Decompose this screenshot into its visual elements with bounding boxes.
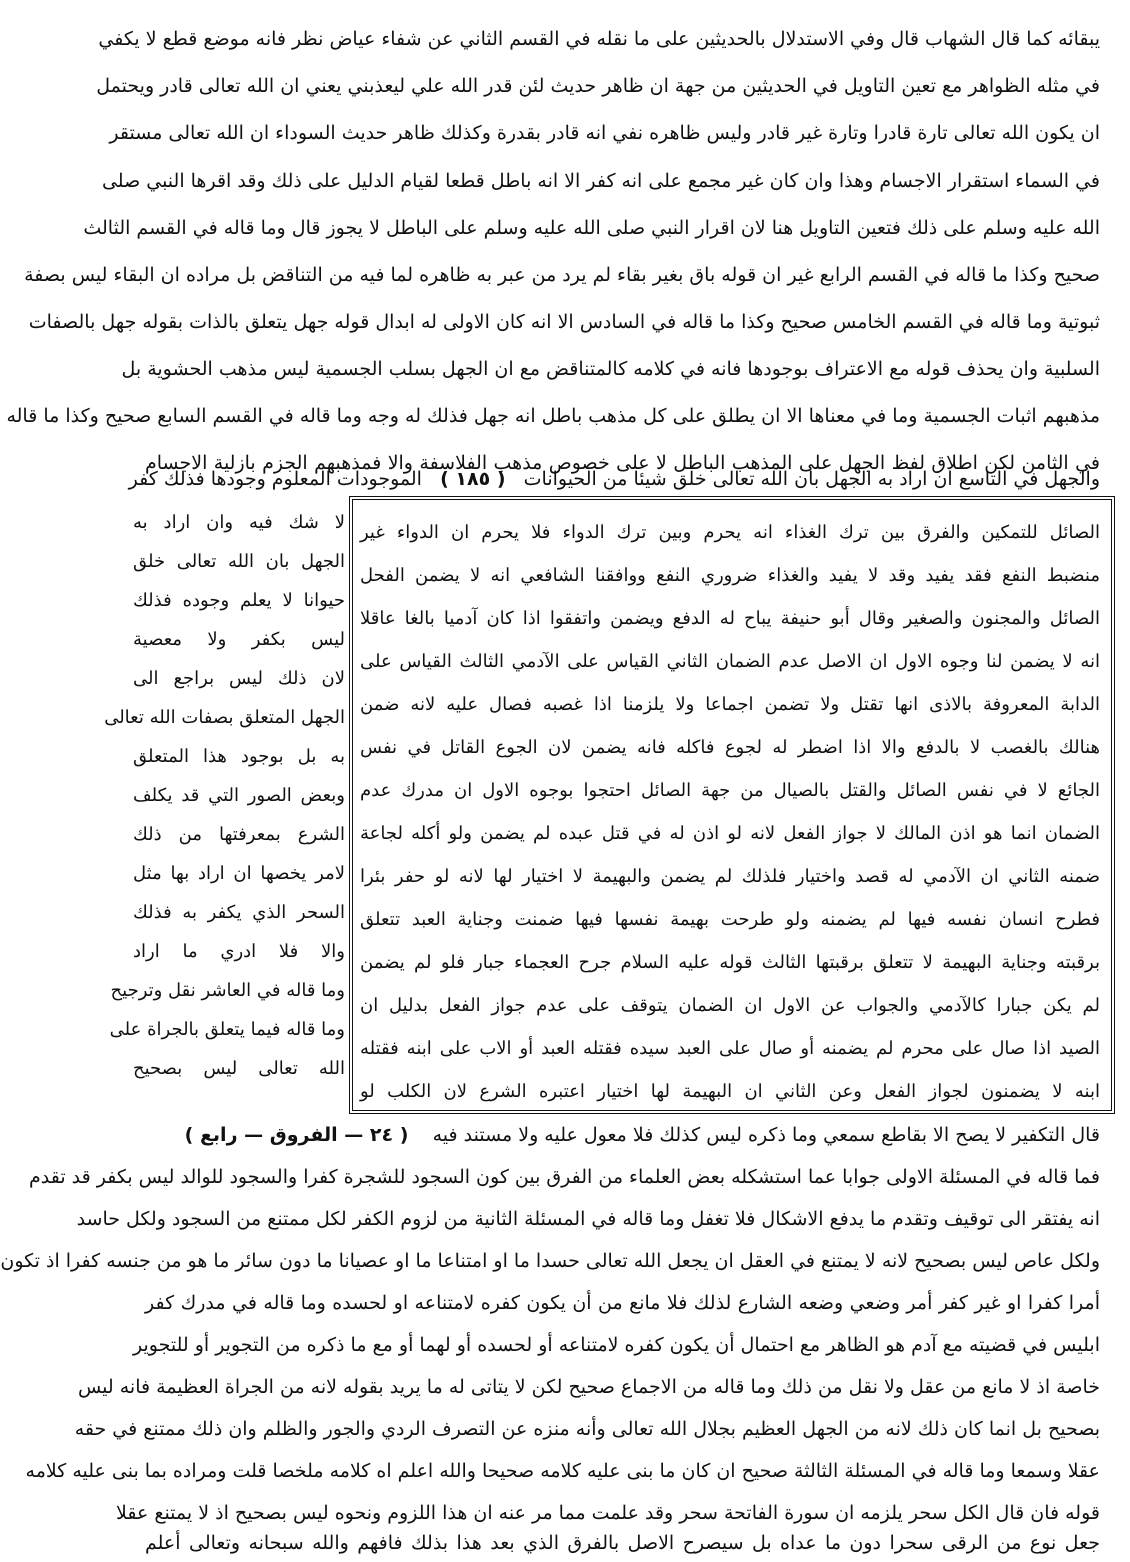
text-line: عقلا وسمعا وما قاله في المسئلة الثالثة صحيح ان كان ما بنى عليه كلامه صحيحا والله اعلم اه كلامه ملخصا قلت ومراده بما بنى عليه كلامه: [25, 1460, 1100, 1482]
text-line: بصحيح بل انما كان ذلك لانه من الجهل العظيم بجلال الله تعالى وأنه منزه عن التصرف الردي والجور والظلم وان ذلك ممتنع في حقه: [74, 1418, 1100, 1440]
text-line: السلبية وان يحذف قوله مع الاعتراف بوجودها فانه في كلامه كالمتناقض مع ان الجهل بسلب الجسمية ليس مذهب الحشوية بل: [121, 358, 1100, 380]
text-line: أمرا كفرا او غير كفر أمر وضعي وضعه الشارع لذلك فلا مانع من أن يكون كفره لامتناعه او لحسده وما قاله في مدرك كفر: [145, 1292, 1100, 1314]
text-line: لم يكن جبارا كالآدمي والجواب عن الاول ان الضمان يتوقف على عدم جواز الفعل بدليل ان: [360, 995, 1100, 1016]
text-line: الصائل والمجنون والصغير وقال أبو حنيفة يباح له الدفع ويضمن واتفقوا اذا كان آدميا بالغا عاقلا: [360, 608, 1100, 629]
text-line: لامر يخصها ان اراد بها مثل: [133, 863, 345, 884]
text-line-with-page-number: [128, 468, 1100, 490]
text-line: الجهل بان الله تعالى خلق: [133, 551, 345, 572]
text-line: وبعض الصور التي قد يكلف: [133, 785, 345, 806]
text-line: به بل بوجود هذا المتعلق: [133, 746, 345, 767]
text-line: ثبوتية وما قاله في القسم الخامس صحيح وكذا ما قاله في السادس الا انه كان الاولى له ابدال قوله جهل يتعلق بالذات بقوله جهل بالصفات: [28, 311, 1100, 333]
text-line: جعل نوع من الرقى سحرا دون ما عداه بل سيصرح الاصل بالفرق الذي بعد هذا بذلك فافهم والله سبحانه وتعالى أعلم: [145, 1532, 1100, 1554]
text-line: ابنه لا يضمنون لجواز الفعل وعن الثاني ان البهيمة لها اختيار اعتبره الشرع لان الكلب لو: [360, 1081, 1100, 1102]
text-line: يبقائه كما قال الشهاب قال وفي الاستدلال بالحديثين على ما نقله في القسم الثاني عن شفاء عياض نظر فانه موضع قطع لا يكفي: [98, 28, 1100, 50]
text-line: منضبط النفع فقد يفيد وقد لا يفيد والغذاء ضروري النفع ووافقنا الشافعي انه لا يضمن الفحل: [360, 565, 1100, 586]
text-line: الجائع لا في نفس الصائل والقتل بالصيال من جهة الصائل احتجوا بوجوه الاول ان مدرك عدم: [360, 780, 1100, 801]
text-line: برقبته وجناية البهيمة لا تتعلق برقبتها الثالث قوله عليه السلام جرح العجماء جبار فلو لم يضمن: [360, 952, 1100, 973]
text-line: السحر الذي يكفر به فذلك: [133, 902, 345, 923]
text-line: وما قاله في العاشر نقل وترجيح: [110, 980, 345, 1001]
text-line: انه لا يضمن لنا وجوه الاول ان الاصل عدم الضمان الثاني القياس على الآدمي الثالث القياس على: [360, 651, 1100, 672]
text-line: ضمنه الثاني ان الآدمي له قصد واختيار فلذلك لم يضمن والبهيمة لا اختيار لها لانه لو حفر بئرا: [360, 866, 1100, 887]
text-line: الجهل المتعلق بصفات الله تعالى: [104, 707, 345, 728]
text-line: هنالك بالغصب لا بالدفع والا اذا اضطر له لجوع فاكله فانه يضمن لان الجوع القاتل في نفس: [360, 737, 1100, 758]
text-line: والا فلا ادري ما اراد: [133, 941, 345, 962]
text-line: صحيح وكذا ما قاله في القسم الرابع غير ان قوله باق بغير بقاء لم يرد من عبر به ظاهره لما فيه من التناقض بل مراده ان البقاء ليس بصفة: [24, 264, 1100, 286]
text-line: قوله فان قال الكل سحر يلزمه ان سورة الفاتحة سحر وقد علمت مما مر عنه ان هذا اللزوم ونحوه ليس بصحيح اذ لا يمتنع عقلا: [116, 1502, 1100, 1524]
text-line: في الثامن لكن اطلاق لفظ الجهل على المذهب الباطل لا على خصوص مذهب الفلاسفة والا فمذهبهم الجزم بازلية الاجسام: [145, 452, 1100, 474]
text-line: وما قاله فيما يتعلق بالجراة على: [109, 1019, 345, 1040]
boxed-commentary: [349, 496, 1115, 1114]
text-line: في مثله الظواهر مع تعين التاويل في الحديثين من جهة ان ظاهر حديث لئن قدر الله علي ليعذبني يعني ان الله تعالى قادر ويحتمل: [96, 75, 1100, 97]
running-header: ( ٢٤ — الفروق — رابع ): [184, 1124, 409, 1146]
text-line: خاصة اذ لا مانع من عقل ولا نقل من ذلك وما قاله من الاجماع صحيح لكن لا يتاتى له ما يريد بقوله لانه من الجراة العظيمة فانه ليس: [77, 1376, 1100, 1398]
text-line: الشرع بمعرفتها من ذلك: [133, 824, 345, 845]
text-line: في السماء استقرار الاجسام وهذا وان كان غير مجمع على انه كفر الا انه باطل قطعا لقيام الدليل على ذلك وقد اقرها النبي صلى: [101, 170, 1100, 192]
text-line: فطرح انسان نفسه فيها لم يضمنه ولو طرحت بهيمة نفسها فيها ضمنت وجناية العبد تتعلق: [360, 909, 1100, 930]
text-line: الصائل للتمكين والفرق بين ترك الغذاء انه يحرم وبين ترك الدواء فلا يحرم ان الدواء غير: [360, 522, 1100, 543]
text-line: ليس بكفر ولا معصية: [133, 629, 345, 650]
text-line: ابليس في قضيته مع آدم هو الظاهر مع احتمال أن يكون كفره لامتناعه أو لحسده أو لهما أو مع ما ذكره من التجوير أو للتجوير: [133, 1334, 1100, 1356]
text-line: فما قاله في المسئلة الاولى جوابا عما استشكله بعض العلماء من الفرق بين كون السجود للشجرة كفرا والسجود للوالد ليس بكفر قد تقدم: [29, 1166, 1100, 1188]
text-line: الصيد اذا صال على محرم لم يضمنه أو صال على العبد سيده فقتله العبد أو الاب على ابنه فقتله: [360, 1038, 1100, 1059]
text-line: انه يفتقر الى توقيف وتقدم ما يدفع الاشكال فلا تغفل وما قاله في المسئلة الثانية من لزوم الكفر لكل ممتنع من السجود ولكل حاسد: [76, 1208, 1100, 1230]
text-segment: والجهل في التاسع ان اراد به الجهل بان الله تعالى خلق شيئا من الحيوانات: [523, 468, 1100, 490]
text-line: مذهبهم اثبات الجسمية وما في معناها الا ان يطلق على كل مذهب باطل انه جهل فذلك له وجه وما قاله في القسم السابع صحيح وكذا ما قاله: [6, 405, 1100, 427]
text-segment: قال التكفير لا يصح الا بقاطع سمعي وما ذكره ليس كذلك فلا معول عليه ولا مستند فيه: [432, 1124, 1100, 1146]
text-line: حيوانا لا يعلم وجوده فذلك: [133, 590, 345, 611]
text-line: لا شك فيه وان اراد به: [133, 512, 345, 533]
text-line: الله عليه وسلم على ذلك فتعين التاويل هنا لان اقرار النبي صلى الله عليه وسلم على الباطل لا يجوز قال وما قاله في القسم الثالث: [83, 217, 1100, 239]
text-line: الله تعالى ليس بصحيح: [133, 1058, 345, 1079]
page-number: ( ١٨٥ ): [440, 468, 506, 490]
text-line: الضمان انما هو اذن المالك لا جواز الفعل لانه لو اذن له في قتل عبده لم يضمن ولو أكله لجاعة: [360, 823, 1100, 844]
text-line: ولكل عاص ليس بصحيح لانه لا يمتنع في العقل ان يجعل الله تعالى حسدا ما او امتناعا ما او عصيانا ما دون سائر ما هو من جنسه كفرا اذ تكون: [0, 1250, 1100, 1272]
running-header-line: [145, 1124, 1100, 1146]
text-line: لان ذلك ليس براجع الى: [133, 668, 345, 689]
text-segment: الموجودات المعلوم وجودها فذلك كفر: [128, 468, 422, 490]
text-line: ان يكون الله تعالى تارة قادرا وتارة غير قادر وليس ظاهره نفي انه قادر بقدرة وكذلك ظاهر حديث السوداء ان الله تعالى مستقر: [109, 122, 1100, 144]
text-line: الدابة المعروفة بالاذى انها تقتل ولا تضمن اجماعا ولا يلزمنا اذا غصبه فصال عليه لانه ضمن: [360, 694, 1100, 715]
